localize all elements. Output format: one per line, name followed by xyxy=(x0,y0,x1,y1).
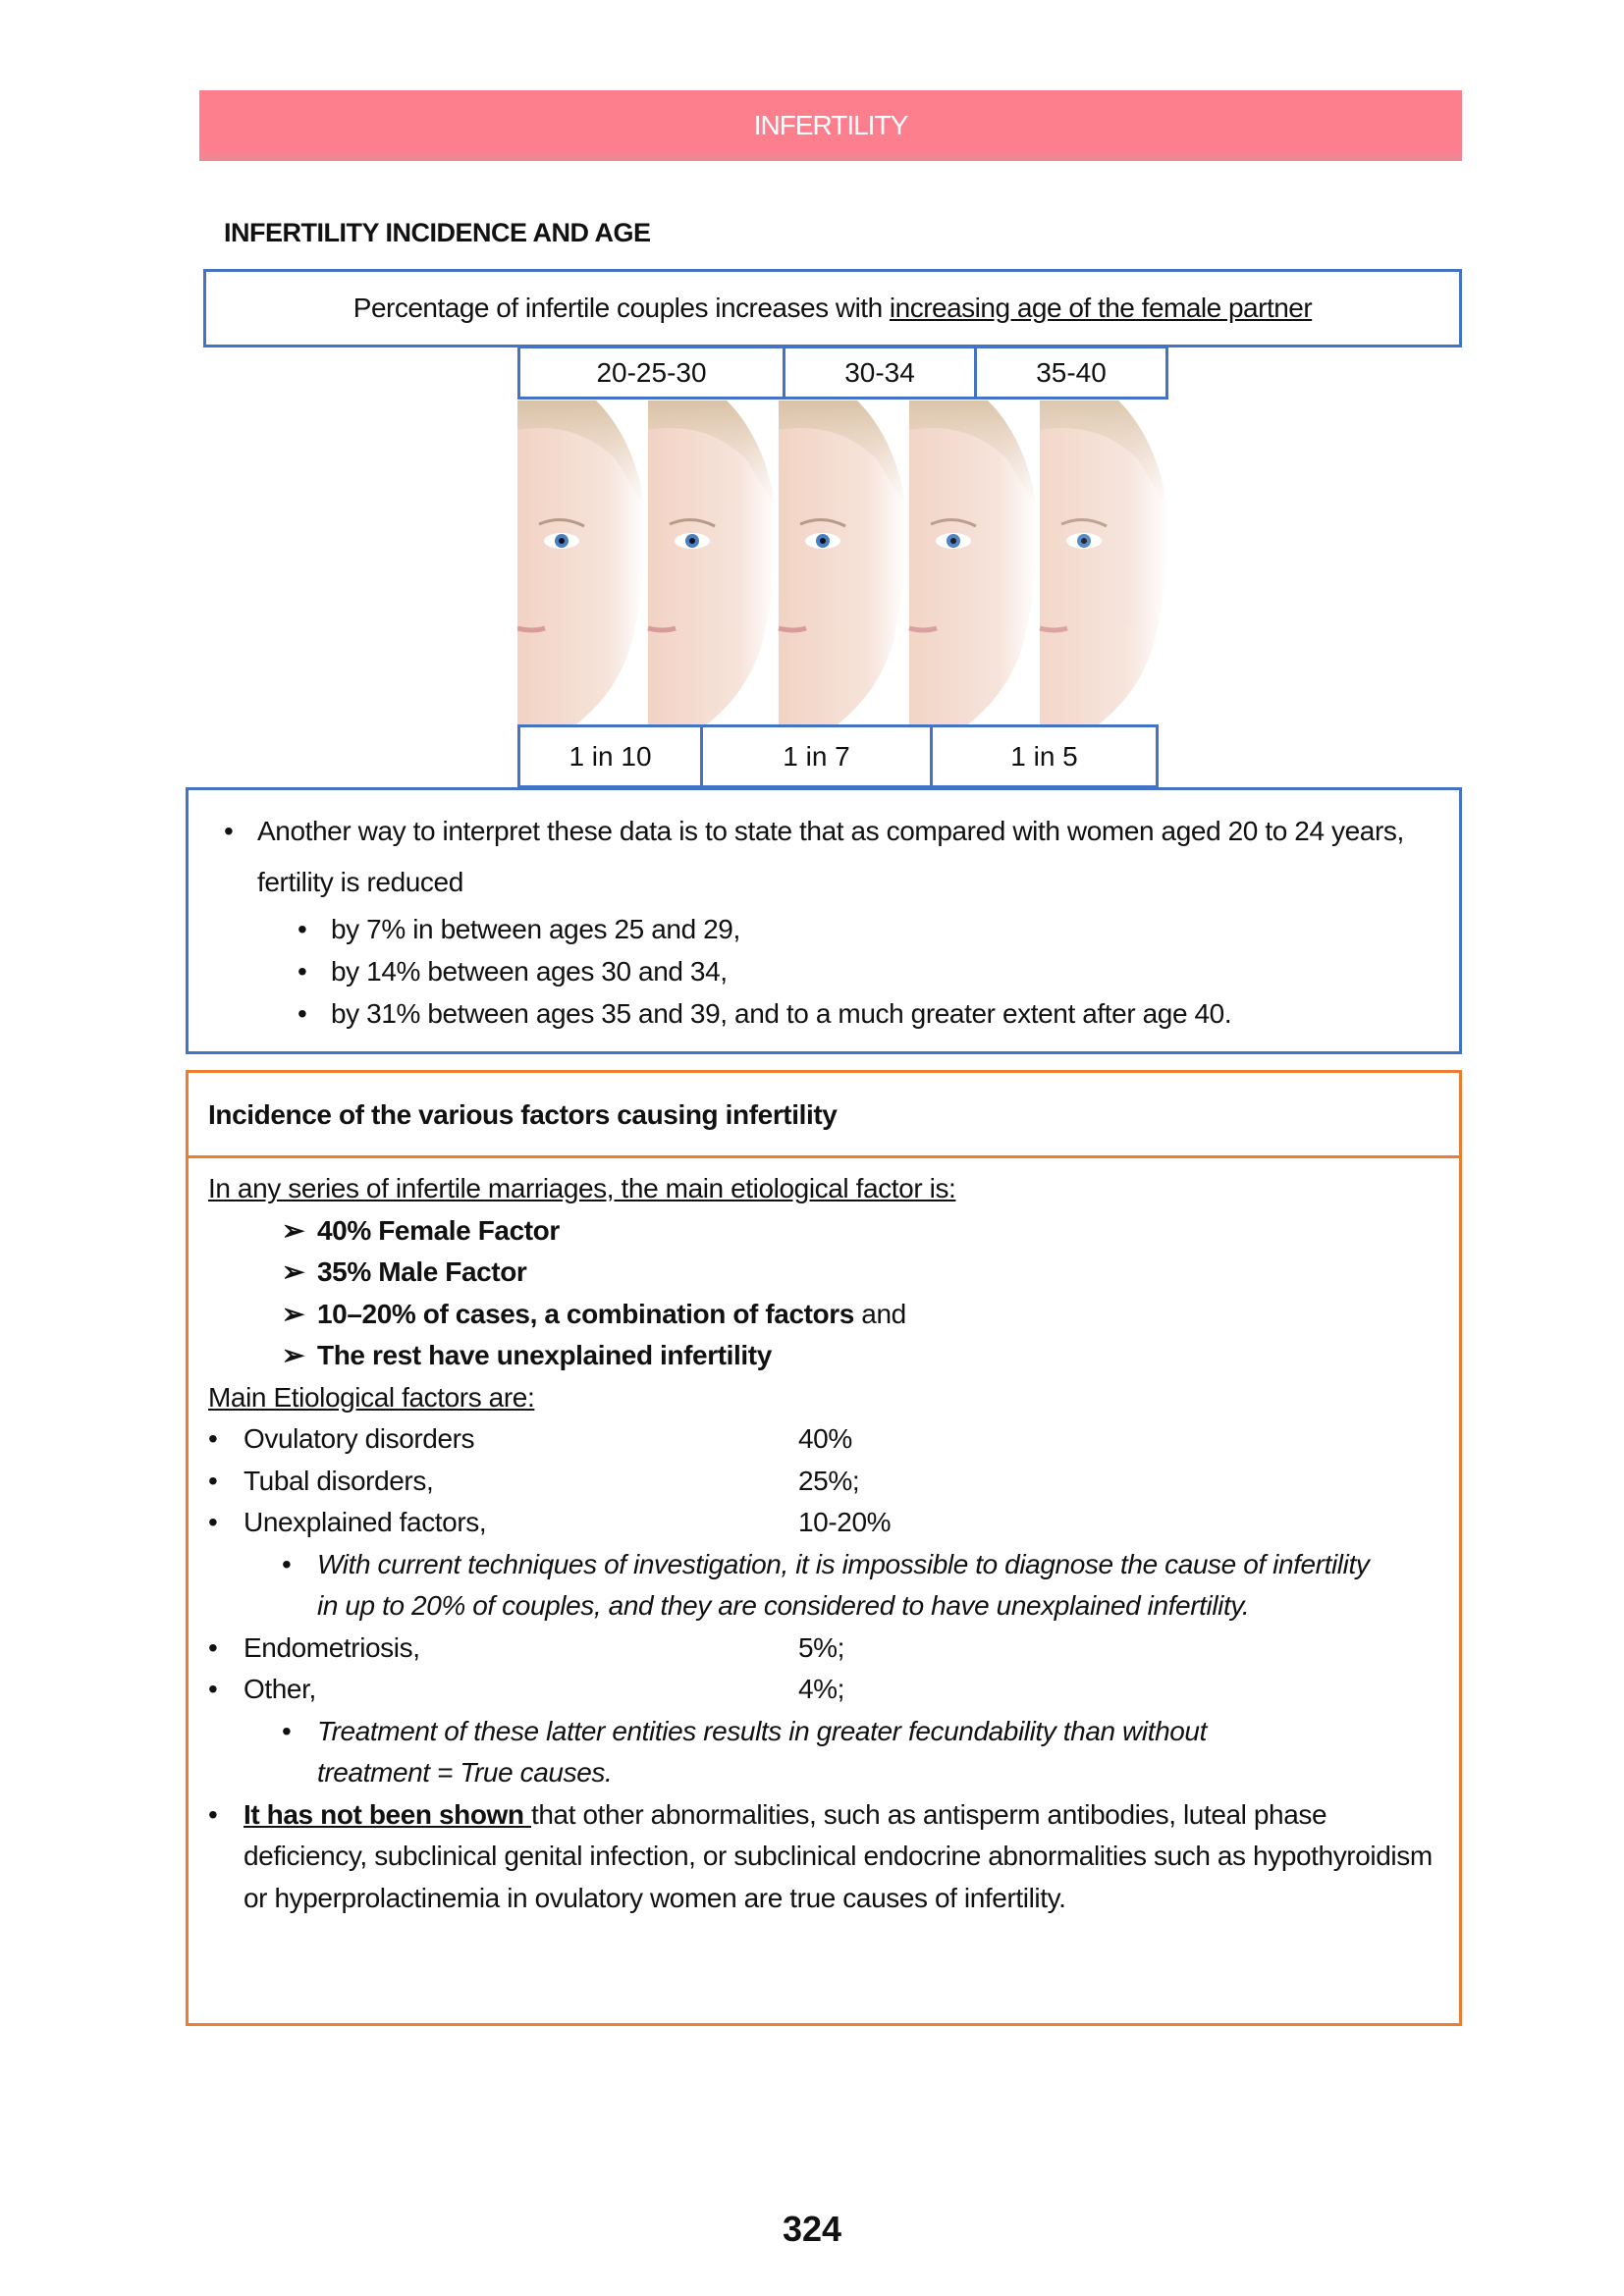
etiological-row xyxy=(208,1418,1439,1461)
factor-value: 40% xyxy=(798,1423,852,1454)
age-group-cell: 35-40 xyxy=(974,346,1168,400)
ratio-cell: 1 in 10 xyxy=(517,724,703,788)
main-factor: 40% Female Factor xyxy=(317,1214,560,1246)
etiological-row xyxy=(208,1669,1439,1711)
arrow-bullet-icon: ➢ xyxy=(282,1256,305,1287)
etiological-row xyxy=(208,1628,1439,1670)
factor-name: • Ovulatory disorders xyxy=(244,1423,475,1454)
main-factor: 10–20% of cases, a combination of factors xyxy=(317,1298,854,1329)
intro-box xyxy=(203,269,1462,347)
factor-value: 25%; xyxy=(798,1465,860,1496)
etiological-row xyxy=(208,1502,1439,1544)
factor-name: • Unexplained factors, xyxy=(244,1507,487,1537)
not-shown-lead: It has not been shown xyxy=(244,1798,531,1830)
factor-name: • Endometriosis, xyxy=(244,1631,420,1663)
intro-underlined: increasing age of the female partner xyxy=(889,293,1313,323)
unexplained-note: • With current techniques of investigation, it is impossible to diagnose the cause of infertility in up to 20% of couples, and they are considered to have unexplained infertility. xyxy=(282,1544,1380,1628)
interpretation-item: • by 7% in between ages 25 and 29, xyxy=(298,908,1430,950)
interpretation-item: • by 14% between ages 30 and 34, xyxy=(298,950,1430,992)
arrow-bullet-icon: ➢ xyxy=(282,1298,305,1329)
factors-box xyxy=(186,1070,1462,2026)
arrow-bullet-icon: ➢ xyxy=(282,1340,305,1370)
aging-faces-image xyxy=(517,400,1168,724)
chapter-banner: INFERTILITY xyxy=(199,90,1462,161)
factor-name: • Other, xyxy=(244,1674,316,1704)
main-factor: 35% Male Factor xyxy=(317,1256,527,1287)
factor-value: 4%; xyxy=(798,1674,845,1704)
series-intro: In any series of infertile marriages, the main etiological factor is: xyxy=(208,1173,956,1203)
main-factor-suffix: and xyxy=(853,1298,906,1329)
main-factor: The rest have unexplained infertility xyxy=(317,1340,772,1370)
not-shown-paragraph xyxy=(208,1794,1439,1920)
ratio-cell: 1 in 5 xyxy=(930,724,1159,788)
age-group-cell: 20-25-30 xyxy=(517,346,785,400)
interpretation-main: • Another way to interpret these data is to state that as compared with women aged 20 to 24 years, fertility is reduced xyxy=(224,806,1430,908)
interpretation-box xyxy=(186,787,1462,1054)
age-group-cell: 30-34 xyxy=(783,346,977,400)
interpretation-item: • by 31% between ages 35 and 39, and to a much greater extent after age 40. xyxy=(298,992,1430,1035)
etiological-row xyxy=(208,1461,1439,1503)
factor-name: • Tubal disorders, xyxy=(244,1465,434,1496)
treatment-note: • Treatment of these latter entities results in greater fecundability than without treatment = True causes. xyxy=(282,1711,1322,1794)
arrow-bullet-icon: ➢ xyxy=(282,1214,305,1246)
not-shown-rest: that other abnormalities, such as antisperm antibodies, luteal phase deficiency, subclinical genital infection, or subclinical endocrine abnormalities such as hypothyroidism or hyperprolactinemia in ovulatory women are true causes of infertility. xyxy=(244,1798,1433,1913)
etiological-title: Main Etiological factors are: xyxy=(208,1381,535,1413)
factors-heading: Incidence of the various factors causing infertility xyxy=(189,1073,1459,1158)
faces-illustration xyxy=(517,400,1168,724)
factor-value: 5%; xyxy=(798,1631,845,1663)
section-title: INFERTILITY INCIDENCE AND AGE xyxy=(224,218,651,247)
factor-value: 10-20% xyxy=(798,1507,892,1537)
page-number: 324 xyxy=(782,2209,842,2249)
ratio-cell: 1 in 7 xyxy=(700,724,933,788)
intro-text: Percentage of infertile couples increases with xyxy=(352,293,890,323)
